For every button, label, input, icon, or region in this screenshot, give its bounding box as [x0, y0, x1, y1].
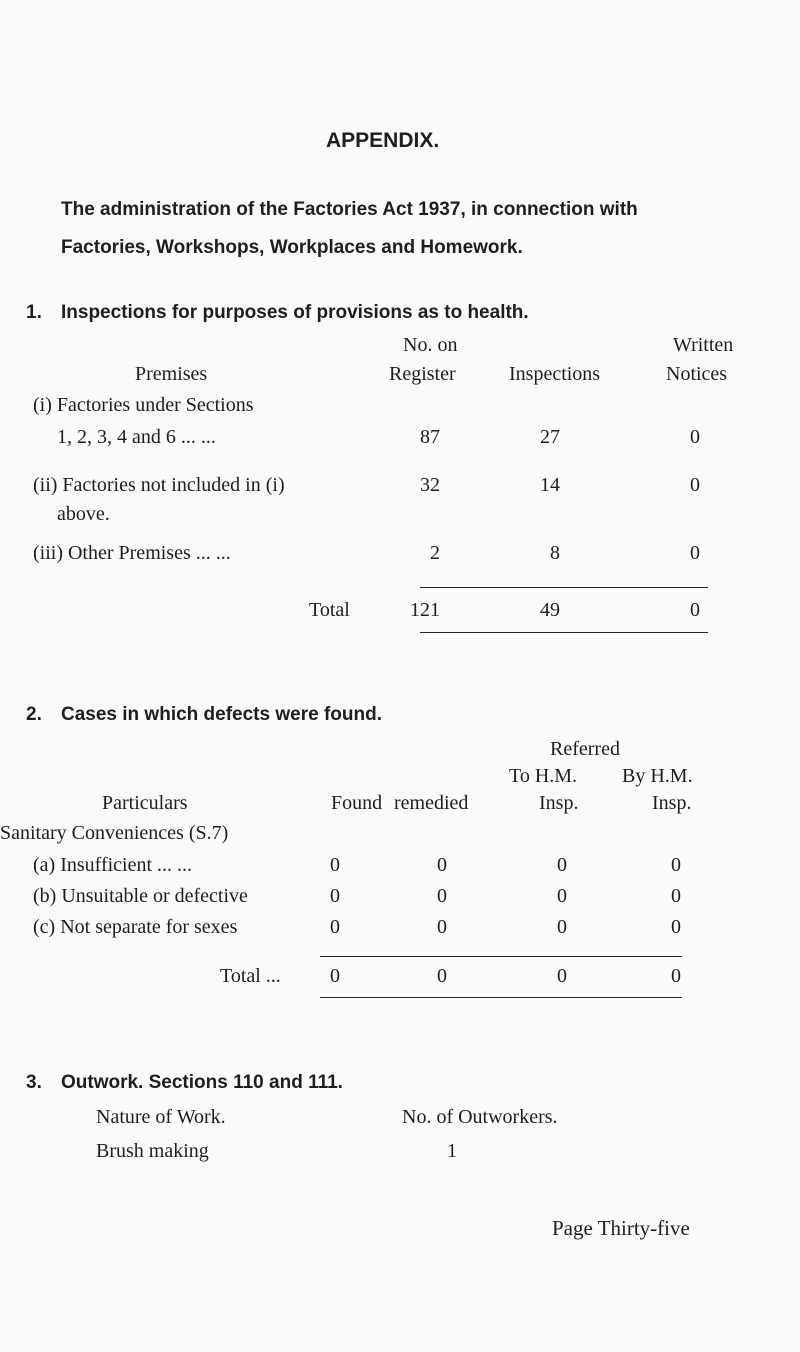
s1-row-1-label-line2: 1, 2, 3, 4 and 6 ... ...: [57, 426, 216, 448]
s2-total-label: Total ...: [220, 965, 281, 987]
s2-group-label: Sanitary Conveniences (S.7): [0, 822, 229, 844]
s1-row-2-notices: 0: [690, 474, 700, 496]
s2-total-rule-bottom: [320, 997, 682, 998]
s2-total-remedied: 0: [437, 965, 447, 987]
s2-row-a-found: 0: [330, 854, 340, 876]
s1-row-1-register: 87: [420, 426, 440, 448]
col-header-particulars: Particulars: [102, 792, 188, 814]
s1-total-inspections: 49: [540, 599, 560, 621]
s2-row-b-to-hm: 0: [557, 885, 567, 907]
s1-total-notices: 0: [690, 599, 700, 621]
s2-row-b-remedied: 0: [437, 885, 447, 907]
s1-row-3-register: 2: [430, 542, 440, 564]
col-header-to-hm: To H.M.: [509, 765, 578, 787]
s1-row-2-label-line2: above.: [57, 503, 110, 525]
intro-line-2: Factories, Workshops, Workplaces and Homework.: [61, 237, 523, 258]
s1-total-rule-bottom: [420, 632, 708, 633]
section1-title: Inspections for purposes of provisions as to health.: [61, 302, 529, 323]
s1-total-label: Total: [309, 599, 350, 621]
s2-row-c-found: 0: [330, 916, 340, 938]
s1-row-2-inspections: 14: [540, 474, 560, 496]
section2-title: Cases in which defects were found.: [61, 704, 382, 725]
page-number: Page Thirty-five: [552, 1216, 690, 1240]
col-header-nature-of-work: Nature of Work.: [96, 1106, 226, 1128]
s1-row-3-notices: 0: [690, 542, 700, 564]
s2-row-b-label: (b) Unsuitable or defective: [33, 885, 248, 907]
col-header-insp-2: Insp.: [652, 792, 692, 814]
s1-row-1-inspections: 27: [540, 426, 560, 448]
s2-total-to-hm: 0: [557, 965, 567, 987]
col-header-register-bottom: Register: [389, 363, 456, 385]
col-header-remedied: remedied: [394, 792, 469, 814]
s1-total-rule-top: [420, 587, 708, 588]
s1-row-3-inspections: 8: [550, 542, 560, 564]
s1-row-1-label-line1: (i) Factories under Sections: [33, 394, 254, 416]
section2-number: 2.: [26, 704, 42, 725]
s1-row-2-label-line1: (ii) Factories not included in (i): [33, 474, 285, 496]
s2-row-a-remedied: 0: [437, 854, 447, 876]
col-header-referred: Referred: [550, 738, 620, 760]
s1-row-2-register: 32: [420, 474, 440, 496]
col-header-register-top: No. on: [403, 334, 458, 356]
s3-work: Brush making: [96, 1140, 209, 1162]
s2-row-c-label: (c) Not separate for sexes: [33, 916, 238, 938]
col-header-premises: Premises: [135, 363, 208, 385]
col-header-inspections: Inspections: [509, 363, 601, 385]
section3-title: Outwork. Sections 110 and 111.: [61, 1072, 343, 1093]
s1-total-register: 121: [410, 599, 440, 621]
page-heading: APPENDIX.: [326, 129, 440, 152]
s2-row-a-label: (a) Insufficient ... ...: [33, 854, 193, 876]
intro-line-1: The administration of the Factories Act 1937, in connection with: [61, 199, 638, 220]
col-header-notices-bottom: Notices: [666, 363, 728, 385]
s2-row-c-to-hm: 0: [557, 916, 567, 938]
s2-total-found: 0: [330, 965, 340, 987]
col-header-found: Found: [331, 792, 383, 814]
section3-number: 3.: [26, 1072, 42, 1093]
s2-row-a-by-hm: 0: [671, 854, 681, 876]
col-header-by-hm: By H.M.: [622, 765, 693, 787]
s2-row-a-to-hm: 0: [557, 854, 567, 876]
col-header-outworkers: No. of Outworkers.: [402, 1106, 558, 1128]
s3-outworkers: 1: [447, 1140, 457, 1162]
s1-row-1-notices: 0: [690, 426, 700, 448]
s2-row-c-by-hm: 0: [671, 916, 681, 938]
s1-row-3-label: (iii) Other Premises ... ...: [33, 542, 231, 564]
col-header-notices-top: Written: [673, 334, 734, 356]
s2-row-b-by-hm: 0: [671, 885, 681, 907]
s2-row-c-remedied: 0: [437, 916, 447, 938]
s2-total-rule-top: [320, 956, 682, 957]
s2-row-b-found: 0: [330, 885, 340, 907]
section1-number: 1.: [26, 302, 42, 323]
s2-total-by-hm: 0: [671, 965, 681, 987]
col-header-insp-1: Insp.: [539, 792, 579, 814]
